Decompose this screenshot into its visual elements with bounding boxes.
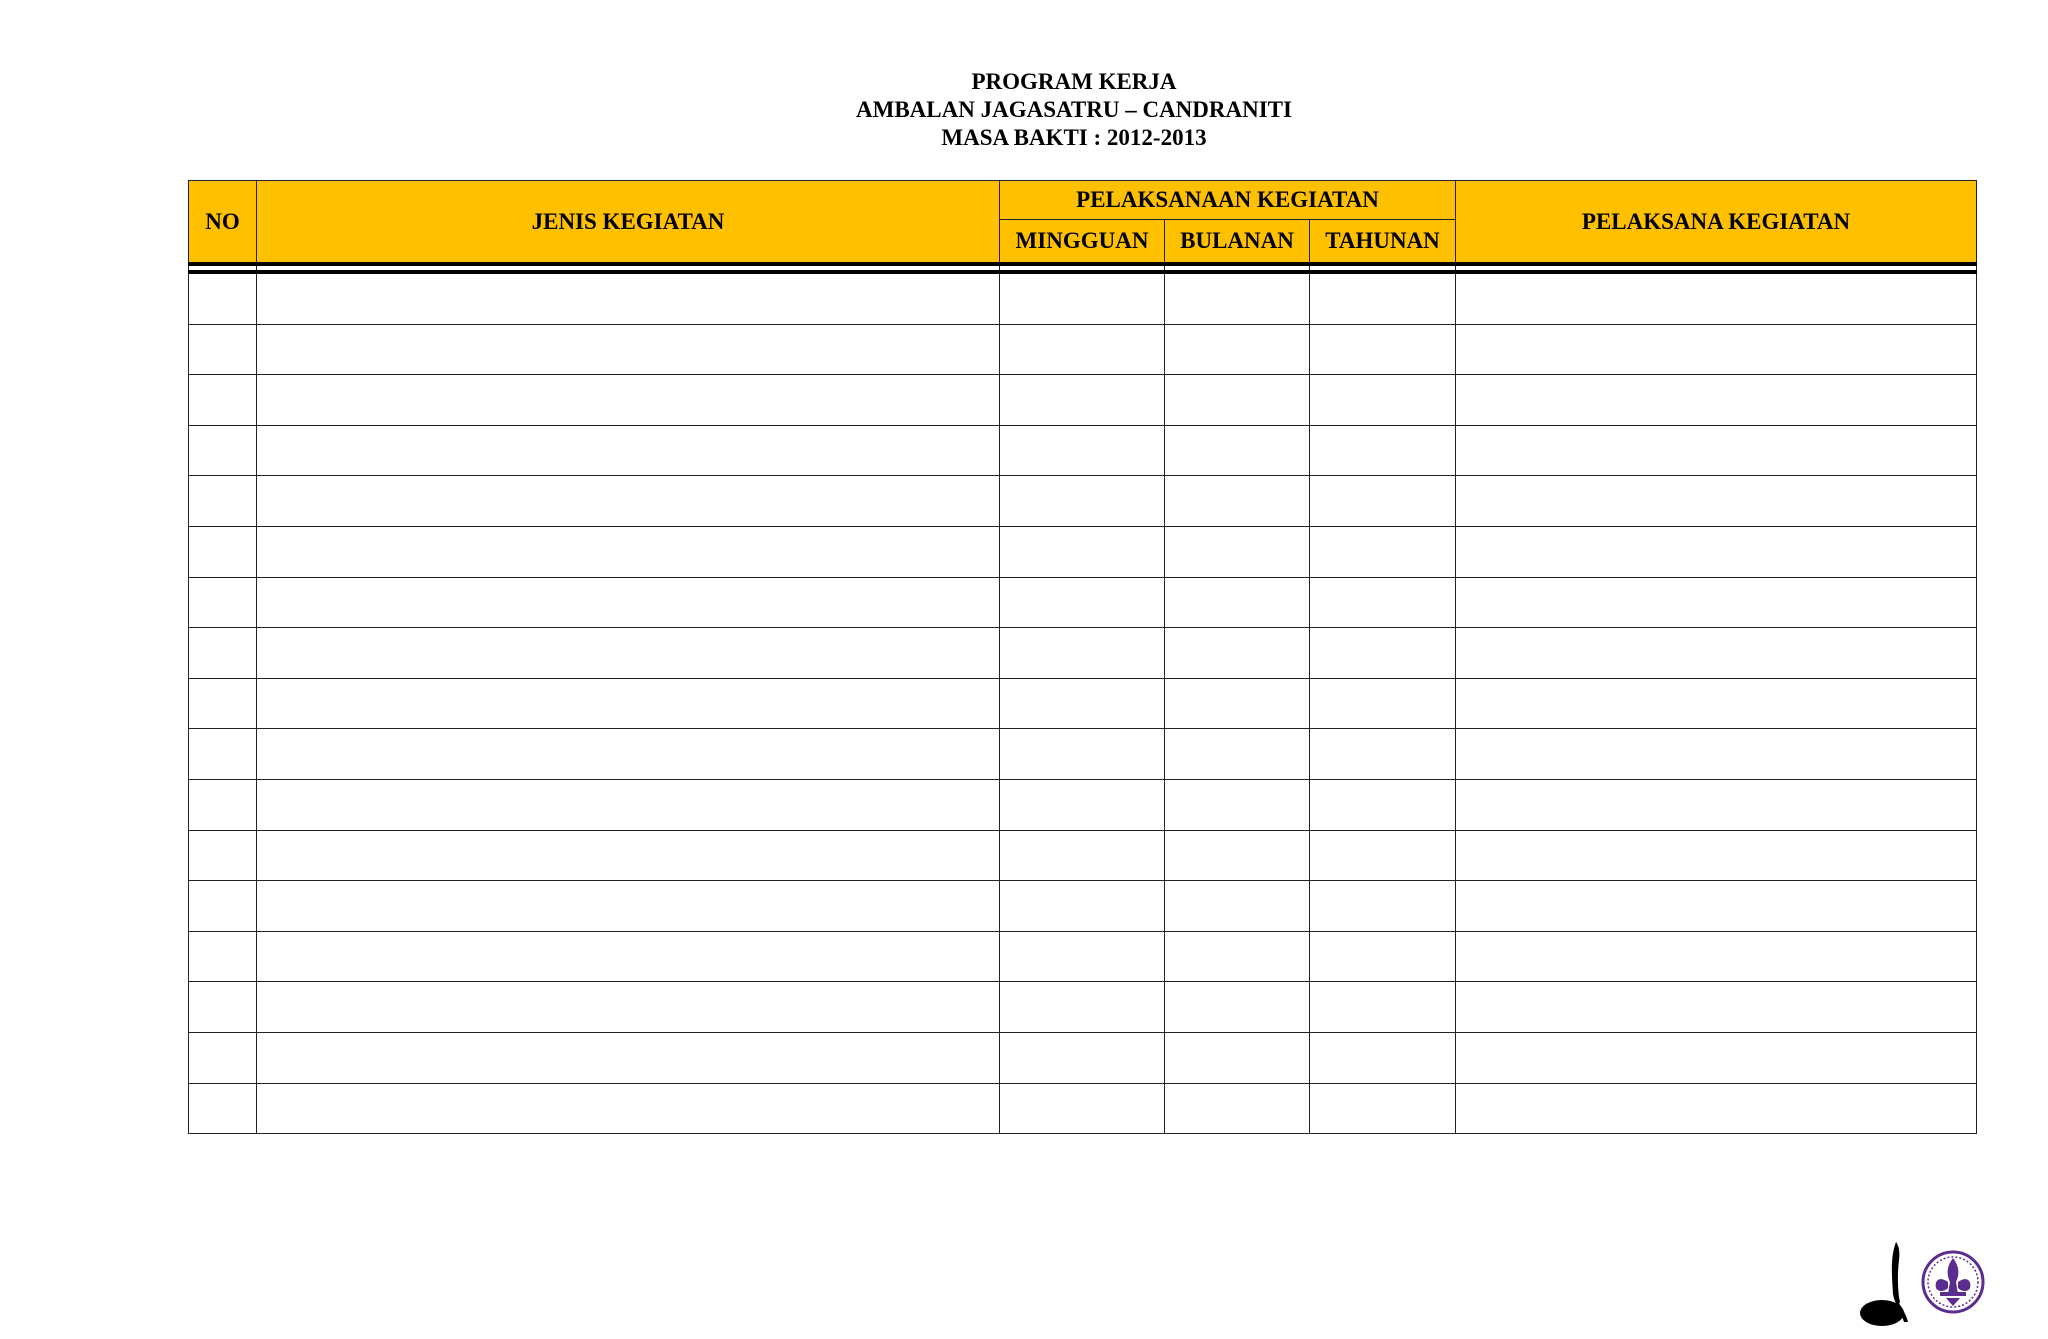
cell-pelaksana-kegiatan[interactable]: [1456, 729, 1977, 780]
cell-mingguan[interactable]: [1000, 1083, 1165, 1134]
cell-tahunan[interactable]: [1310, 324, 1456, 375]
cell-tahunan[interactable]: [1310, 678, 1456, 729]
table-row: [189, 425, 1977, 476]
header-no: NO: [189, 181, 257, 265]
cell-no[interactable]: [189, 324, 257, 375]
cell-pelaksana-kegiatan[interactable]: [1456, 375, 1977, 426]
cell-mingguan[interactable]: [1000, 272, 1165, 324]
cell-tahunan[interactable]: [1310, 982, 1456, 1033]
cell-tahunan[interactable]: [1310, 881, 1456, 932]
cell-jenis-kegiatan[interactable]: [257, 779, 1000, 830]
table-row: [189, 375, 1977, 426]
cell-mingguan[interactable]: [1000, 526, 1165, 577]
table-row: [189, 881, 1977, 932]
cell-jenis-kegiatan[interactable]: [257, 881, 1000, 932]
cell-pelaksana-kegiatan[interactable]: [1456, 931, 1977, 982]
cell-no[interactable]: [189, 375, 257, 426]
cell-no[interactable]: [189, 830, 257, 881]
cell-mingguan[interactable]: [1000, 830, 1165, 881]
header-pelaksanaan-kegiatan: PELAKSANAAN KEGIATAN: [1000, 181, 1456, 220]
table-row: [189, 272, 1977, 324]
table-row: [189, 931, 1977, 982]
cell-no[interactable]: [189, 272, 257, 324]
table-row: [189, 1083, 1977, 1134]
cell-no[interactable]: [189, 476, 257, 527]
cell-tahunan[interactable]: [1310, 272, 1456, 324]
cell-bulanan[interactable]: [1165, 375, 1310, 426]
table-row: [189, 830, 1977, 881]
cell-tahunan[interactable]: [1310, 375, 1456, 426]
table-row: [189, 729, 1977, 780]
cell-jenis-kegiatan[interactable]: [257, 272, 1000, 324]
title-line-1: PROGRAM KERJA: [971, 69, 1177, 94]
cell-no[interactable]: [189, 982, 257, 1033]
cell-bulanan[interactable]: [1165, 678, 1310, 729]
cell-no[interactable]: [189, 577, 257, 628]
cell-tahunan[interactable]: [1310, 931, 1456, 982]
cell-no[interactable]: [189, 881, 257, 932]
cell-jenis-kegiatan[interactable]: [257, 628, 1000, 679]
cell-bulanan[interactable]: [1165, 1032, 1310, 1083]
cell-no[interactable]: [189, 1083, 257, 1134]
table-row: [189, 779, 1977, 830]
cell-jenis-kegiatan[interactable]: [257, 324, 1000, 375]
cell-no[interactable]: [189, 931, 257, 982]
cell-bulanan[interactable]: [1165, 729, 1310, 780]
title-line-2: AMBALAN JAGASATRU – CANDRANITI: [856, 97, 1292, 122]
cell-jenis-kegiatan[interactable]: [257, 931, 1000, 982]
cell-pelaksana-kegiatan[interactable]: [1456, 324, 1977, 375]
cell-pelaksana-kegiatan[interactable]: [1456, 982, 1977, 1033]
cell-jenis-kegiatan[interactable]: [257, 982, 1000, 1033]
cell-bulanan[interactable]: [1165, 881, 1310, 932]
cell-bulanan[interactable]: [1165, 324, 1310, 375]
cell-jenis-kegiatan[interactable]: [257, 526, 1000, 577]
title-line-3: MASA BAKTI : 2012-2013: [941, 125, 1207, 150]
cell-pelaksana-kegiatan[interactable]: [1456, 476, 1977, 527]
cell-bulanan[interactable]: [1165, 982, 1310, 1033]
cell-mingguan[interactable]: [1000, 729, 1165, 780]
cell-jenis-kegiatan[interactable]: [257, 1032, 1000, 1083]
cell-tahunan[interactable]: [1310, 577, 1456, 628]
cell-no[interactable]: [189, 425, 257, 476]
table-row: [189, 577, 1977, 628]
cell-bulanan[interactable]: [1165, 272, 1310, 324]
world-scout-emblem-icon: [1923, 1252, 1983, 1312]
table-row: [189, 982, 1977, 1033]
cell-no[interactable]: [189, 1032, 257, 1083]
program-table-wrapper: [188, 180, 1976, 1134]
header-mingguan: MINGGUAN: [1000, 220, 1165, 265]
cell-jenis-kegiatan[interactable]: [257, 375, 1000, 426]
cell-tahunan[interactable]: [1310, 729, 1456, 780]
cell-jenis-kegiatan[interactable]: [257, 678, 1000, 729]
cell-bulanan[interactable]: [1165, 526, 1310, 577]
cell-pelaksana-kegiatan[interactable]: [1456, 1032, 1977, 1083]
cell-bulanan[interactable]: [1165, 779, 1310, 830]
cell-bulanan[interactable]: [1165, 830, 1310, 881]
table-row: [189, 1032, 1977, 1083]
cell-no[interactable]: [189, 526, 257, 577]
table-row: [189, 628, 1977, 679]
cell-jenis-kegiatan[interactable]: [257, 1083, 1000, 1134]
cell-no[interactable]: [189, 628, 257, 679]
cell-mingguan[interactable]: [1000, 577, 1165, 628]
cell-pelaksana-kegiatan[interactable]: [1456, 779, 1977, 830]
cell-mingguan[interactable]: [1000, 779, 1165, 830]
cell-mingguan[interactable]: [1000, 678, 1165, 729]
header-tahunan: TAHUNAN: [1310, 220, 1456, 265]
cell-pelaksana-kegiatan[interactable]: [1456, 830, 1977, 881]
cell-pelaksana-kegiatan[interactable]: [1456, 272, 1977, 324]
cell-tahunan[interactable]: [1310, 476, 1456, 527]
table-row: [189, 678, 1977, 729]
header-bulanan: BULANAN: [1165, 220, 1310, 265]
cell-mingguan[interactable]: [1000, 476, 1165, 527]
cell-bulanan[interactable]: [1165, 577, 1310, 628]
cell-jenis-kegiatan[interactable]: [257, 577, 1000, 628]
cell-tahunan[interactable]: [1310, 1032, 1456, 1083]
cell-pelaksana-kegiatan[interactable]: [1456, 628, 1977, 679]
table-row: [189, 324, 1977, 375]
document-title: [0, 68, 2048, 152]
program-table: [188, 180, 1977, 1134]
cell-pelaksana-kegiatan[interactable]: [1456, 425, 1977, 476]
cell-bulanan[interactable]: [1165, 1083, 1310, 1134]
cell-tahunan[interactable]: [1310, 526, 1456, 577]
cell-bulanan[interactable]: [1165, 628, 1310, 679]
cell-no[interactable]: [189, 779, 257, 830]
table-row: [189, 476, 1977, 527]
cell-tahunan[interactable]: [1310, 425, 1456, 476]
logos: [1856, 1236, 1986, 1328]
cell-pelaksana-kegiatan[interactable]: [1456, 526, 1977, 577]
cell-mingguan[interactable]: [1000, 628, 1165, 679]
cell-no[interactable]: [189, 729, 257, 780]
table-row: [189, 526, 1977, 577]
cell-pelaksana-kegiatan[interactable]: [1456, 1083, 1977, 1134]
cell-mingguan[interactable]: [1000, 881, 1165, 932]
tunas-kelapa-icon: [1860, 1242, 1908, 1326]
cell-tahunan[interactable]: [1310, 779, 1456, 830]
table-body: [189, 264, 1977, 1134]
cell-mingguan[interactable]: [1000, 375, 1165, 426]
cell-pelaksana-kegiatan[interactable]: [1456, 678, 1977, 729]
cell-bulanan[interactable]: [1165, 931, 1310, 982]
header-jenis-kegiatan: JENIS KEGIATAN: [257, 181, 1000, 265]
cell-bulanan[interactable]: [1165, 425, 1310, 476]
cell-tahunan[interactable]: [1310, 628, 1456, 679]
cell-mingguan[interactable]: [1000, 1032, 1165, 1083]
header-pelaksana-kegiatan: PELAKSANA KEGIATAN: [1456, 181, 1977, 265]
cell-pelaksana-kegiatan[interactable]: [1456, 577, 1977, 628]
cell-no[interactable]: [189, 678, 257, 729]
cell-tahunan[interactable]: [1310, 1083, 1456, 1134]
cell-jenis-kegiatan[interactable]: [257, 476, 1000, 527]
cell-jenis-kegiatan[interactable]: [257, 729, 1000, 780]
cell-pelaksana-kegiatan[interactable]: [1456, 881, 1977, 932]
cell-jenis-kegiatan[interactable]: [257, 425, 1000, 476]
header-separator-row: [189, 264, 1977, 272]
cell-jenis-kegiatan[interactable]: [257, 830, 1000, 881]
cell-mingguan[interactable]: [1000, 982, 1165, 1033]
cell-mingguan[interactable]: [1000, 425, 1165, 476]
cell-tahunan[interactable]: [1310, 830, 1456, 881]
logo-group: [1856, 1236, 1986, 1328]
cell-mingguan[interactable]: [1000, 324, 1165, 375]
cell-mingguan[interactable]: [1000, 931, 1165, 982]
cell-bulanan[interactable]: [1165, 476, 1310, 527]
